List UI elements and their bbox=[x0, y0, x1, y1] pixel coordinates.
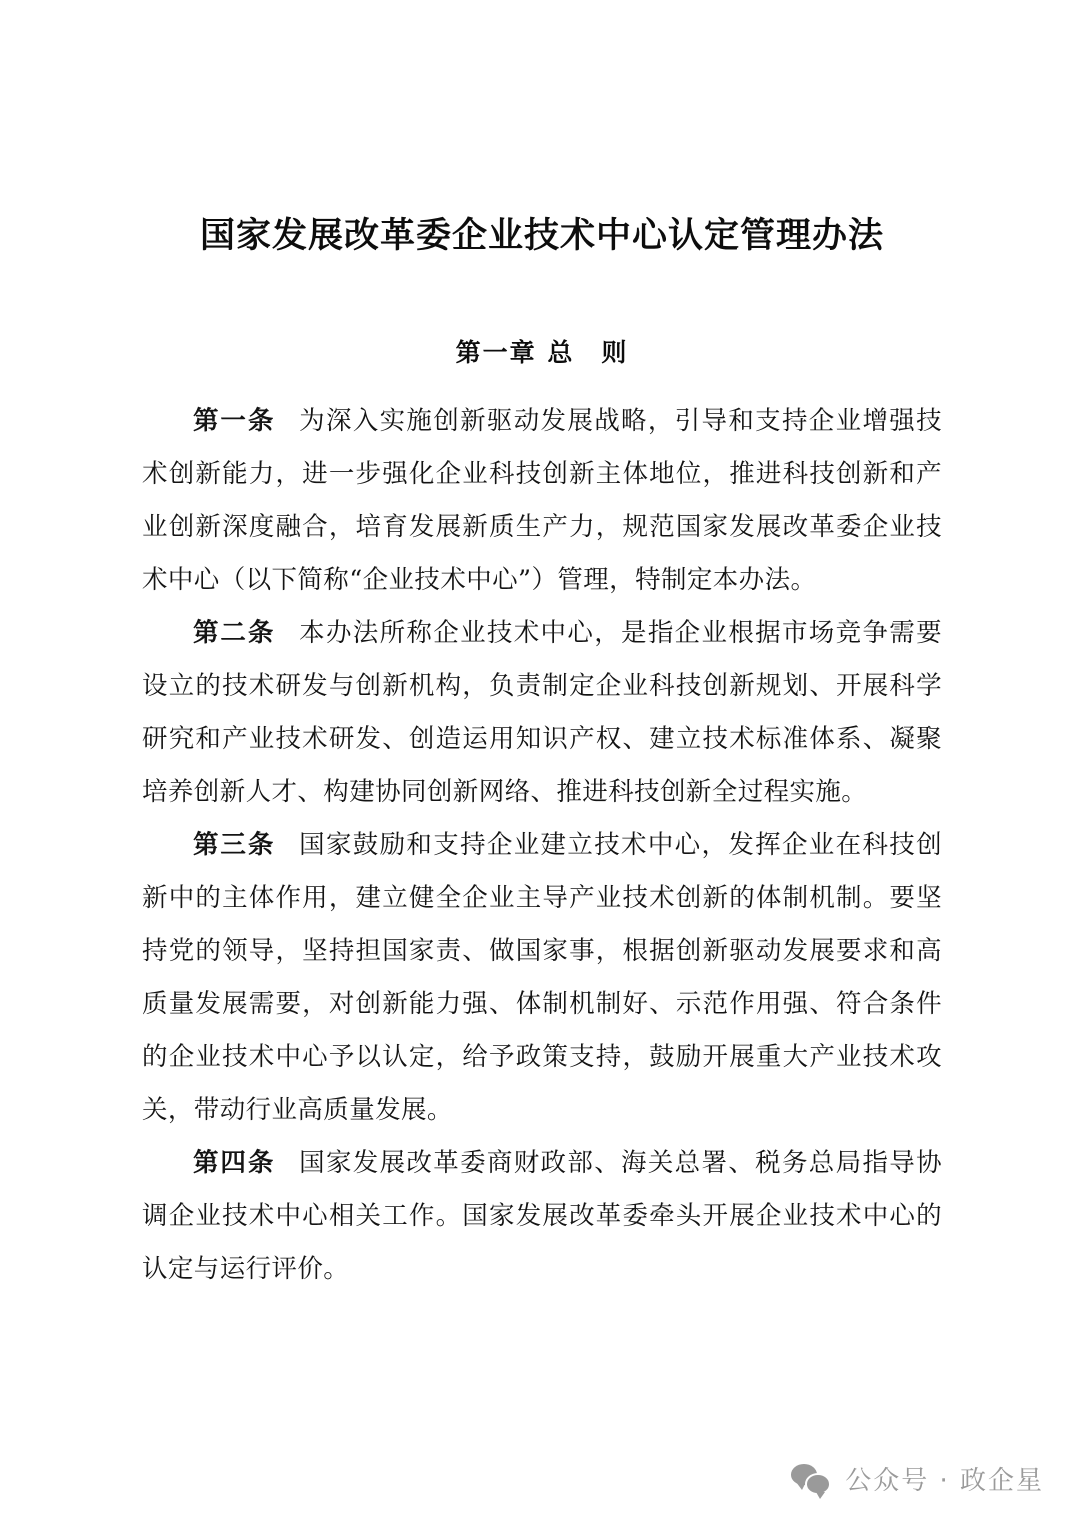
article-item bbox=[142, 395, 942, 607]
article-item bbox=[142, 1137, 942, 1296]
watermark-label: 公众号 · 政企星 bbox=[845, 1466, 1044, 1496]
watermark bbox=[791, 1460, 1044, 1497]
article-label: 第二条 bbox=[193, 618, 276, 649]
article-text: 本办法所称企业技术中心，是指企业根据市场竞争需要设立的技术研发与创新机构，负责制定企业科技创新规划、开展科学研究和产业技术研发、创造运用知识产权、建立技术标准体系、凝聚培养创新人才、构建协同创新网络、推进科技创新全过程实施。 bbox=[142, 618, 942, 808]
article-label: 第一条 bbox=[193, 406, 276, 437]
article-label: 第三条 bbox=[193, 830, 276, 861]
article-text: 国家发展改革委商财政部、海关总署、税务总局指导协调企业技术中心相关工作。国家发展改革委牵头开展企业技术中心的认定与运行评价。 bbox=[142, 1148, 942, 1285]
page-title: 国家发展改革委企业技术中心认定管理办法 bbox=[199, 215, 884, 256]
article-label: 第四条 bbox=[193, 1148, 276, 1179]
document-body bbox=[142, 0, 942, 1527]
article-item bbox=[142, 819, 942, 1137]
article-text: 国家鼓励和支持企业建立技术中心，发挥企业在科技创新中的主体作用，建立健全企业主导产业技术创新的体制机制。要坚持党的领导，坚持担国家责、做国家事，根据创新驱动发展要求和高质量发展需要，对创新能力强、体制机制好、示范作用强、符合条件的企业技术中心予以认定，给予政策支持，鼓励开展重大产业技术攻关，带动行业高质量发展。 bbox=[142, 830, 942, 1126]
article-item bbox=[142, 607, 942, 819]
article-list bbox=[142, 395, 942, 1296]
wechat-icon bbox=[791, 1462, 831, 1496]
chapter-heading: 第一章 总 则 bbox=[455, 338, 629, 368]
article-text: 为深入实施创新驱动发展战略，引导和支持企业增强技术创新能力，进一步强化企业科技创新主体地位，推进科技创新和产业创新深度融合，培育发展新质生产力，规范国家发展改革委企业技术中心（以下简称“企业技术中心”）管理，特制定本办法。 bbox=[142, 406, 942, 596]
